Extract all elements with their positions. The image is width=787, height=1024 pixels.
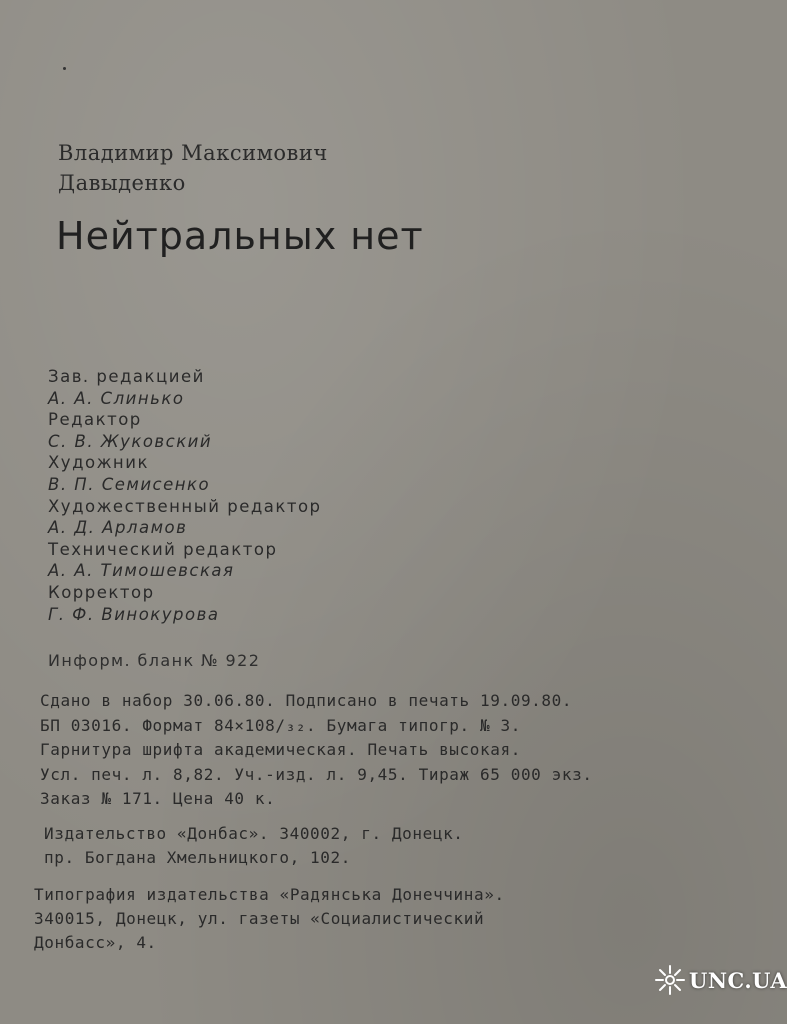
credit-name: А. Д. Арламов — [48, 518, 188, 538]
ink-speck — [63, 67, 66, 70]
typography-line: Типография издательства «Радянська Донеччина». — [34, 885, 505, 904]
author-surname-line: Давыденко — [58, 171, 186, 195]
credit-role: Технический редактор — [48, 539, 278, 559]
watermark-text: UNC.UA — [689, 967, 787, 993]
print-data-line: БП 03016. Формат 84×108/₃₂. Бумага типогр. № 3. — [40, 715, 521, 735]
book-title: Нейтральных нет — [56, 214, 424, 258]
print-data-block — [40, 689, 593, 812]
typography-line: Донбасс», 4. — [34, 933, 157, 952]
author-name-line: Владимир Максимович — [58, 141, 328, 165]
print-data-line: Сдано в набор 30.06.80. Подписано в печать 19.09.80. — [40, 691, 573, 710]
credit-role: Корректор — [48, 582, 155, 602]
print-data-line: Усл. печ. л. 8,82. Уч.-изд. л. 9,45. Тираж 65 000 экз. — [40, 764, 593, 784]
credit-role: Зав. редакцией — [48, 367, 205, 386]
watermark-logo — [655, 965, 787, 995]
print-data-line: Заказ № 171. Цена 40 к. — [40, 789, 276, 808]
publisher-line: Издательство «Донбас». 340002, г. Донецк. — [44, 824, 464, 843]
typography-block — [34, 883, 505, 955]
credits-block — [48, 366, 322, 625]
typography-line: 340015, Донецк, ул. газеты «Социалистический — [34, 909, 485, 928]
credit-name: А. А. Тимошевская — [48, 561, 235, 581]
credit-name: С. В. Жуковский — [48, 431, 213, 451]
sunburst-icon — [655, 965, 685, 995]
credit-name: В. П. Семисенко — [48, 474, 211, 494]
print-data-line: Гарнитура шрифта академическая. Печать высокая. — [40, 740, 521, 759]
credit-role: Художник — [48, 453, 149, 473]
author-block — [58, 138, 328, 198]
credit-name: А. А. Слинько — [48, 388, 185, 408]
inform-blank: Информ. бланк № 922 — [48, 651, 261, 670]
credit-role: Художественный редактор — [48, 496, 322, 516]
credit-role: Редактор — [48, 410, 142, 430]
publisher-line: пр. Богдана Хмельницкого, 102. — [44, 848, 351, 867]
credit-name: Г. Ф. Винокурова — [48, 604, 220, 624]
publisher-block — [44, 822, 464, 870]
